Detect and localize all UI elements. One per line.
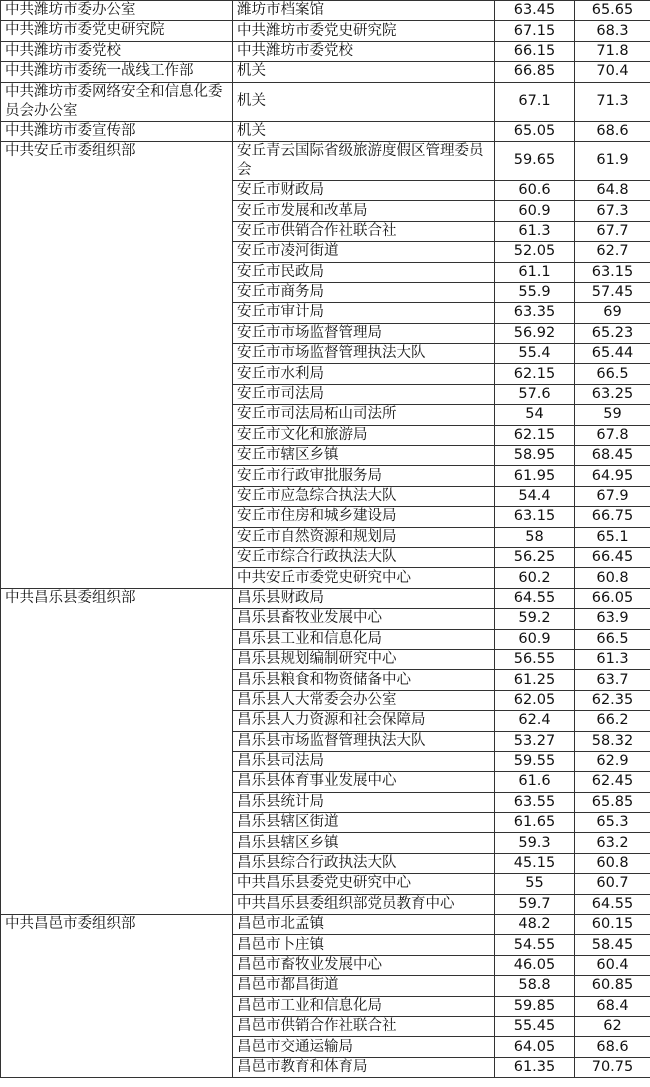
- score-cell: 63.2: [575, 833, 650, 853]
- department-cell: 中共潍坊市委统一战线工作部: [1, 62, 233, 82]
- score-cell: 58.32: [575, 731, 650, 751]
- score-cell: 59.85: [495, 996, 575, 1016]
- table-row: [1, 141, 650, 180]
- score-cell: 62.4: [495, 711, 575, 731]
- unit-cell: 昌乐县辖区街道: [233, 813, 495, 833]
- score-cell: 62.15: [495, 364, 575, 384]
- score-cell: 66.05: [575, 588, 650, 608]
- department-cell: 中共潍坊市委宣传部: [1, 121, 233, 141]
- score-cell: 69: [575, 303, 650, 323]
- score-cell: 60.9: [495, 629, 575, 649]
- score-cell: 70.75: [575, 1057, 650, 1077]
- score-cell: 59.2: [495, 609, 575, 629]
- score-cell: 60.85: [575, 976, 650, 996]
- score-cell: 68.3: [575, 21, 650, 41]
- table-row: [1, 82, 650, 121]
- score-cell: 67.8: [575, 425, 650, 445]
- score-cell: 59.65: [495, 141, 575, 180]
- table-row: [1, 62, 650, 82]
- unit-cell: 昌乐县畜牧业发展中心: [233, 609, 495, 629]
- unit-cell: 昌乐县司法局: [233, 751, 495, 771]
- score-cell: 61.95: [495, 466, 575, 486]
- score-cell: 64.8: [575, 180, 650, 200]
- unit-cell: 昌邑市畜牧业发展中心: [233, 955, 495, 975]
- score-cell: 58: [495, 527, 575, 547]
- score-cell: 61.3: [575, 649, 650, 669]
- score-cell: 63.25: [575, 384, 650, 404]
- unit-cell: 昌乐县财政局: [233, 588, 495, 608]
- score-cell: 63.35: [495, 303, 575, 323]
- score-cell: 68.45: [575, 446, 650, 466]
- score-cell: 58.95: [495, 446, 575, 466]
- unit-cell: 中共昌乐县委党史研究中心: [233, 874, 495, 894]
- score-cell: 60.9: [495, 201, 575, 221]
- unit-cell: 安丘市住房和城乡建设局: [233, 507, 495, 527]
- score-cell: 61.65: [495, 813, 575, 833]
- unit-cell: 昌乐县市场监督管理执法大队: [233, 731, 495, 751]
- unit-cell: 安丘市综合行政执法大队: [233, 547, 495, 567]
- score-cell: 58.45: [575, 935, 650, 955]
- score-cell: 64.95: [575, 466, 650, 486]
- score-cell: 64.55: [575, 894, 650, 914]
- score-cell: 45.15: [495, 853, 575, 873]
- score-cell: 53.27: [495, 731, 575, 751]
- unit-cell: 机关: [233, 82, 495, 121]
- score-cell: 54.4: [495, 486, 575, 506]
- score-cell: 65.85: [575, 792, 650, 812]
- score-cell: 64.55: [495, 588, 575, 608]
- unit-cell: 昌乐县粮食和物资储备中心: [233, 670, 495, 690]
- unit-cell: 安丘市民政局: [233, 262, 495, 282]
- unit-cell: 昌邑市工业和信息化局: [233, 996, 495, 1016]
- unit-cell: 昌乐县工业和信息化局: [233, 629, 495, 649]
- score-cell: 57.6: [495, 384, 575, 404]
- score-cell: 67.1: [495, 82, 575, 121]
- table-row: [1, 41, 650, 61]
- score-cell: 46.05: [495, 955, 575, 975]
- score-cell: 58.8: [495, 976, 575, 996]
- score-cell: 52.05: [495, 242, 575, 262]
- score-cell: 62.45: [575, 772, 650, 792]
- unit-cell: 昌乐县人大常委会办公室: [233, 690, 495, 710]
- score-cell: 65.23: [575, 323, 650, 343]
- score-cell: 61.3: [495, 221, 575, 241]
- score-cell: 56.25: [495, 547, 575, 567]
- score-cell: 61.25: [495, 670, 575, 690]
- score-cell: 61.35: [495, 1057, 575, 1077]
- department-cell: 中共潍坊市委网络安全和信息化委员会办公室: [1, 82, 233, 121]
- unit-cell: 安丘市自然资源和规划局: [233, 527, 495, 547]
- score-cell: 65.44: [575, 344, 650, 364]
- score-cell: 62.35: [575, 690, 650, 710]
- unit-cell: 昌邑市供销合作社联合社: [233, 1016, 495, 1036]
- score-cell: 55.9: [495, 282, 575, 302]
- score-cell: 70.4: [575, 62, 650, 82]
- score-cell: 66.5: [575, 629, 650, 649]
- table-row: [1, 588, 650, 608]
- unit-cell: 昌邑市卜庄镇: [233, 935, 495, 955]
- score-cell: 61.1: [495, 262, 575, 282]
- score-cell: 61.6: [495, 772, 575, 792]
- score-cell: 66.5: [575, 364, 650, 384]
- score-cell: 62: [575, 1016, 650, 1036]
- score-cell: 57.45: [575, 282, 650, 302]
- score-cell: 71.3: [575, 82, 650, 121]
- score-cell: 60.8: [575, 853, 650, 873]
- unit-cell: 昌邑市教育和体育局: [233, 1057, 495, 1077]
- score-cell: 67.15: [495, 21, 575, 41]
- unit-cell: 安丘市水利局: [233, 364, 495, 384]
- unit-cell: 安丘市应急综合执法大队: [233, 486, 495, 506]
- score-cell: 63.45: [495, 1, 575, 21]
- score-cell: 66.45: [575, 547, 650, 567]
- score-cell: 60.8: [575, 568, 650, 588]
- unit-cell: 安丘青云国际省级旅游度假区管理委员会: [233, 141, 495, 180]
- score-cell: 66.15: [495, 41, 575, 61]
- score-cell: 55.45: [495, 1016, 575, 1036]
- table-row: [1, 915, 650, 935]
- unit-cell: 安丘市市场监督管理局: [233, 323, 495, 343]
- unit-cell: 昌乐县规划编制研究中心: [233, 649, 495, 669]
- score-cell: 55.4: [495, 344, 575, 364]
- department-cell: 中共潍坊市委党史研究院: [1, 21, 233, 41]
- unit-cell: 安丘市辖区乡镇: [233, 446, 495, 466]
- score-cell: 65.1: [575, 527, 650, 547]
- table-row: [1, 21, 650, 41]
- score-cell: 59.3: [495, 833, 575, 853]
- unit-cell: 中共潍坊市委党校: [233, 41, 495, 61]
- unit-cell: 昌邑市都昌街道: [233, 976, 495, 996]
- unit-cell: 昌乐县体育事业发展中心: [233, 772, 495, 792]
- table-row: [1, 121, 650, 141]
- unit-cell: 机关: [233, 62, 495, 82]
- score-cell: 64.05: [495, 1037, 575, 1057]
- score-cell: 63.55: [495, 792, 575, 812]
- score-cell: 62.7: [575, 242, 650, 262]
- score-cell: 65.3: [575, 813, 650, 833]
- score-cell: 62.9: [575, 751, 650, 771]
- unit-cell: 昌邑市北孟镇: [233, 915, 495, 935]
- score-table-body: [1, 1, 650, 1078]
- score-cell: 65.05: [495, 121, 575, 141]
- department-cell: 中共安丘市委组织部: [1, 141, 233, 588]
- score-cell: 60.15: [575, 915, 650, 935]
- score-cell: 71.8: [575, 41, 650, 61]
- score-cell: 54.55: [495, 935, 575, 955]
- score-cell: 60.2: [495, 568, 575, 588]
- department-cell: 中共潍坊市委办公室: [1, 1, 233, 21]
- unit-cell: 昌乐县统计局: [233, 792, 495, 812]
- score-cell: 66.85: [495, 62, 575, 82]
- score-cell: 63.7: [575, 670, 650, 690]
- score-cell: 66.2: [575, 711, 650, 731]
- score-cell: 60.4: [575, 955, 650, 975]
- score-cell: 62.05: [495, 690, 575, 710]
- unit-cell: 安丘市市场监督管理执法大队: [233, 344, 495, 364]
- score-cell: 59.55: [495, 751, 575, 771]
- score-cell: 67.3: [575, 201, 650, 221]
- score-cell: 60.7: [575, 874, 650, 894]
- score-cell: 54: [495, 405, 575, 425]
- department-cell: 中共潍坊市委党校: [1, 41, 233, 61]
- score-cell: 62.15: [495, 425, 575, 445]
- unit-cell: 安丘市财政局: [233, 180, 495, 200]
- score-cell: 56.55: [495, 649, 575, 669]
- unit-cell: 安丘市行政审批服务局: [233, 466, 495, 486]
- score-cell: 63.9: [575, 609, 650, 629]
- score-cell: 67.7: [575, 221, 650, 241]
- score-cell: 48.2: [495, 915, 575, 935]
- score-cell: 67.9: [575, 486, 650, 506]
- unit-cell: 安丘市司法局柘山司法所: [233, 405, 495, 425]
- unit-cell: 昌乐县综合行政执法大队: [233, 853, 495, 873]
- score-cell: 55: [495, 874, 575, 894]
- unit-cell: 昌邑市交通运输局: [233, 1037, 495, 1057]
- table-row: [1, 1, 650, 21]
- unit-cell: 安丘市司法局: [233, 384, 495, 404]
- unit-cell: 安丘市商务局: [233, 282, 495, 302]
- score-cell: 61.9: [575, 141, 650, 180]
- unit-cell: 安丘市发展和改革局: [233, 201, 495, 221]
- score-cell: 68.4: [575, 996, 650, 1016]
- department-cell: 中共昌邑市委组织部: [1, 915, 233, 1078]
- score-cell: 59.7: [495, 894, 575, 914]
- unit-cell: 昌乐县辖区乡镇: [233, 833, 495, 853]
- unit-cell: 中共潍坊市委党史研究院: [233, 21, 495, 41]
- score-cell: 63.15: [575, 262, 650, 282]
- score-cell: 59: [575, 405, 650, 425]
- unit-cell: 潍坊市档案馆: [233, 1, 495, 21]
- score-cell: 65.65: [575, 1, 650, 21]
- department-cell: 中共昌乐县委组织部: [1, 588, 233, 914]
- unit-cell: 安丘市文化和旅游局: [233, 425, 495, 445]
- unit-cell: 安丘市审计局: [233, 303, 495, 323]
- score-cell: 60.6: [495, 180, 575, 200]
- unit-cell: 安丘市供销合作社联合社: [233, 221, 495, 241]
- score-cell: 63.15: [495, 507, 575, 527]
- score-cell: 56.92: [495, 323, 575, 343]
- unit-cell: 安丘市凌河街道: [233, 242, 495, 262]
- unit-cell: 中共安丘市委党史研究中心: [233, 568, 495, 588]
- unit-cell: 昌乐县人力资源和社会保障局: [233, 711, 495, 731]
- unit-cell: 机关: [233, 121, 495, 141]
- score-cell: 68.6: [575, 1037, 650, 1057]
- score-cell: 68.6: [575, 121, 650, 141]
- score-cell: 66.75: [575, 507, 650, 527]
- unit-cell: 中共昌乐县委组织部党员教育中心: [233, 894, 495, 914]
